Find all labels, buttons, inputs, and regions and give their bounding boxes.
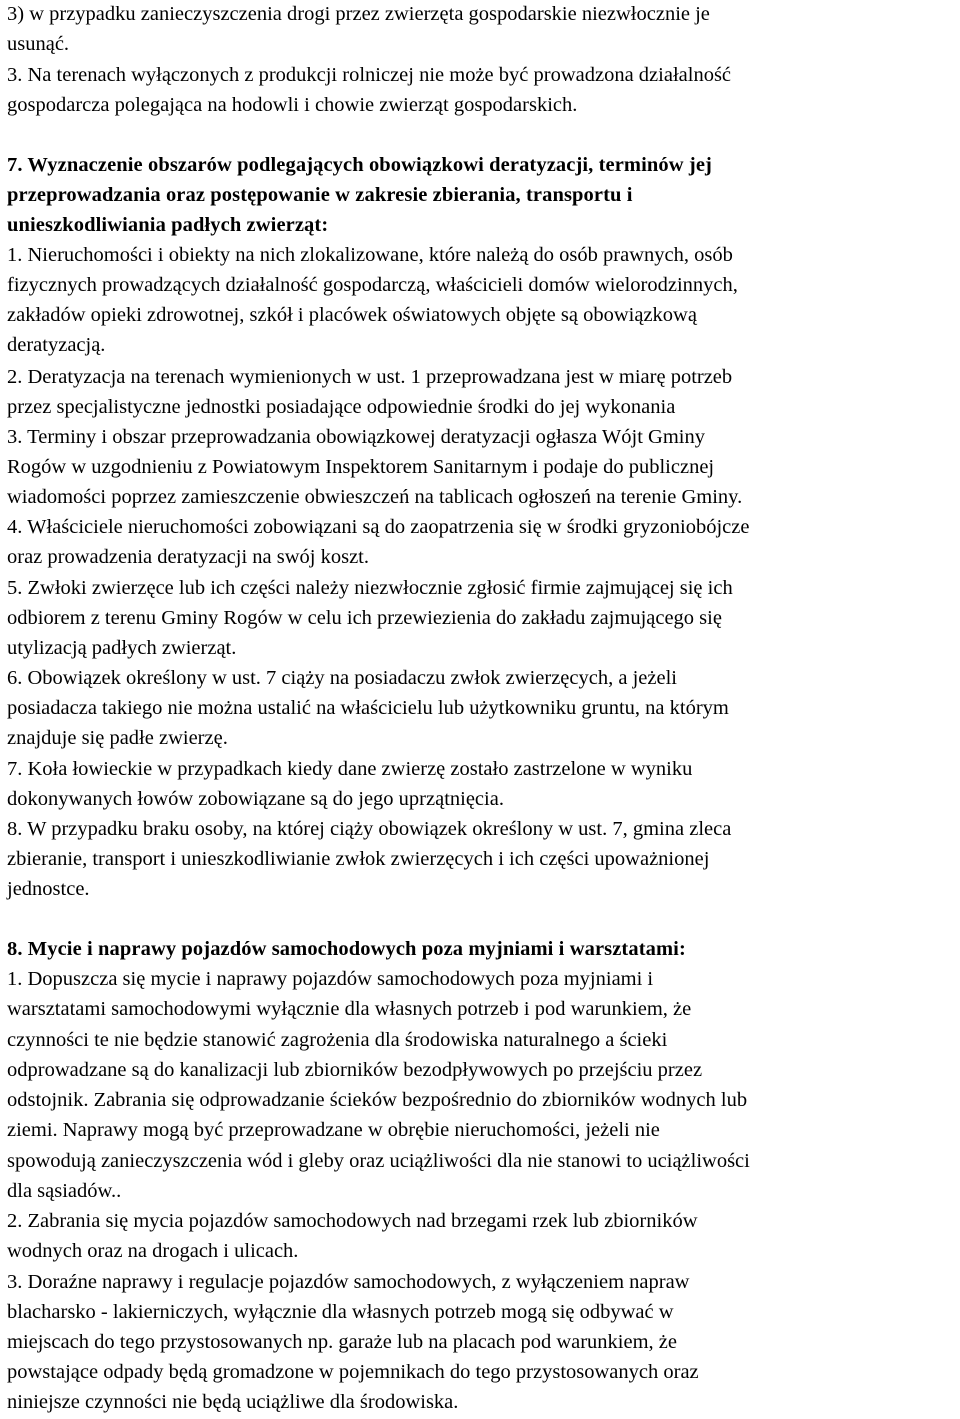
text-line: fizycznych prowadzących działalność gospodarczą, właścicieli domów wielorodzinnych, (7, 274, 738, 296)
text-line: 2. Zabrania się mycia pojazdów samochodowych nad brzegami rzek lub zbiorników (7, 1210, 698, 1232)
text-line: przez specjalistyczne jednostki posiadające odpowiednie środki do jej wykonania (7, 396, 676, 418)
text-line: niniejsze czynności nie będą uciążliwe dla środowiska. (7, 1391, 459, 1413)
section-8-heading: 8. Mycie i naprawy pojazdów samochodowych poza myjniami i warsztatami: (7, 938, 686, 960)
text-line: 1. Nieruchomości i obiekty na nich zlokalizowane, które należą do osób prawnych, osób (7, 244, 733, 266)
text-line: blacharsko - lakierniczych, wyłącznie dla własnych potrzeb mogą się odbywać w (7, 1301, 674, 1323)
text-line: 3. Na terenach wyłączonych z produkcji rolniczej nie może być prowadzona działalność (7, 64, 732, 86)
text-line: 7. Koła łowieckie w przypadkach kiedy dane zwierzę zostało zastrzelone w wyniku (7, 758, 693, 780)
text-line: gospodarcza polegająca na hodowli i chowie zwierząt gospodarskich. (7, 94, 578, 116)
text-line: 5. Zwłoki zwierzęce lub ich części należy niezwłocznie zgłosić firmie zajmującej się ich (7, 577, 733, 599)
text-line: warsztatami samochodowymi wyłącznie dla własnych potrzeb i pod warunkiem, że (7, 998, 692, 1020)
text-line: dokonywanych łowów zobowiązane są do jego uprzątnięcia. (7, 788, 504, 810)
text-line: deratyzacją. (7, 334, 106, 356)
text-line: spowodują zanieczyszczenia wód i gleby oraz uciążliwości dla nie stanowi to uciążliwości (7, 1150, 750, 1172)
text-line: 4. Właściciele nieruchomości zobowiązani są do zaopatrzenia się w środki gryzoniobójcze (7, 516, 750, 538)
text-line: dla sąsiadów.. (7, 1180, 122, 1202)
text-line: jednostce. (7, 878, 90, 900)
text-line: posiadacza takiego nie można ustalić na właścicielu lub użytkowniku gruntu, na którym (7, 697, 729, 719)
text-line: znajduje się padłe zwierzę. (7, 727, 228, 749)
text-line: miejscach do tego przystosowanych np. garaże lub na placach pod warunkiem, że (7, 1331, 677, 1353)
text-line: Rogów w uzgodnieniu z Powiatowym Inspektorem Sanitarnym i podaje do publicznej (7, 456, 715, 478)
text-line: utylizacją padłych zwierząt. (7, 637, 237, 659)
text-line: 2. Deratyzacja na terenach wymienionych w ust. 1 przeprowadzana jest w miarę potrzeb (7, 366, 733, 388)
text-line: 3. Terminy i obszar przeprowadzania obowiązkowej deratyzacji ogłasza Wójt Gminy (7, 426, 705, 448)
text-line: zakładów opieki zdrowotnej, szkół i placówek oświatowych objęte są obowiązkową (7, 304, 697, 326)
text-line: 3. Doraźne naprawy i regulacje pojazdów samochodowych, z wyłączeniem napraw (7, 1271, 690, 1293)
text-line: czynności te nie będzie stanowić zagrożenia dla środowiska naturalnego a ścieki (7, 1029, 668, 1051)
text-line: odprowadzane są do kanalizacji lub zbiorników bezodpływowych po przejściu przez (7, 1059, 703, 1081)
text-line: wodnych oraz na drogach i ulicach. (7, 1240, 299, 1262)
text-line: powstające odpady będą gromadzone w pojemnikach do tego przystosowanych oraz (7, 1361, 699, 1383)
text-line: 1. Dopuszcza się mycie i naprawy pojazdów samochodowych poza myjniami i (7, 968, 654, 990)
text-line: oraz prowadzenia deratyzacji na swój koszt. (7, 546, 370, 568)
text-line: odstojnik. Zabrania się odprowadzanie ścieków bezpośrednio do zbiorników wodnych lub (7, 1089, 748, 1111)
text-line: odbiorem z terenu Gminy Rogów w celu ich przewiezienia do zakładu zajmującego się (7, 607, 722, 629)
text-line: ziemi. Naprawy mogą być przeprowadzane w obrębie nieruchomości, jeżeli nie (7, 1119, 660, 1141)
text-line: 6. Obowiązek określony w ust. 7 ciąży na posiadaczu zwłok zwierzęcych, a jeżeli (7, 667, 677, 689)
section-7-heading: 7. Wyznaczenie obszarów podlegających obowiązkowi deratyzacji, terminów jej (7, 154, 712, 176)
text-line: 3) w przypadku zanieczyszczenia drogi przez zwierzęta gospodarskie niezwłocznie je (7, 3, 710, 25)
section-7-heading: unieszkodliwiania padłych zwierząt: (7, 214, 329, 236)
text-line: usunąć. (7, 33, 70, 55)
text-line: zbieranie, transport i unieszkodliwianie zwłok zwierzęcych i ich części upoważnionej (7, 848, 710, 870)
text-line: wiadomości poprzez zamieszczenie obwieszczeń na tablicach ogłoszeń na terenie Gminy. (7, 486, 743, 508)
text-line: 8. W przypadku braku osoby, na której ciąży obowiązek określony w ust. 7, gmina zleca (7, 818, 732, 840)
section-7-heading: przeprowadzania oraz postępowanie w zakresie zbierania, transportu i (7, 184, 633, 206)
